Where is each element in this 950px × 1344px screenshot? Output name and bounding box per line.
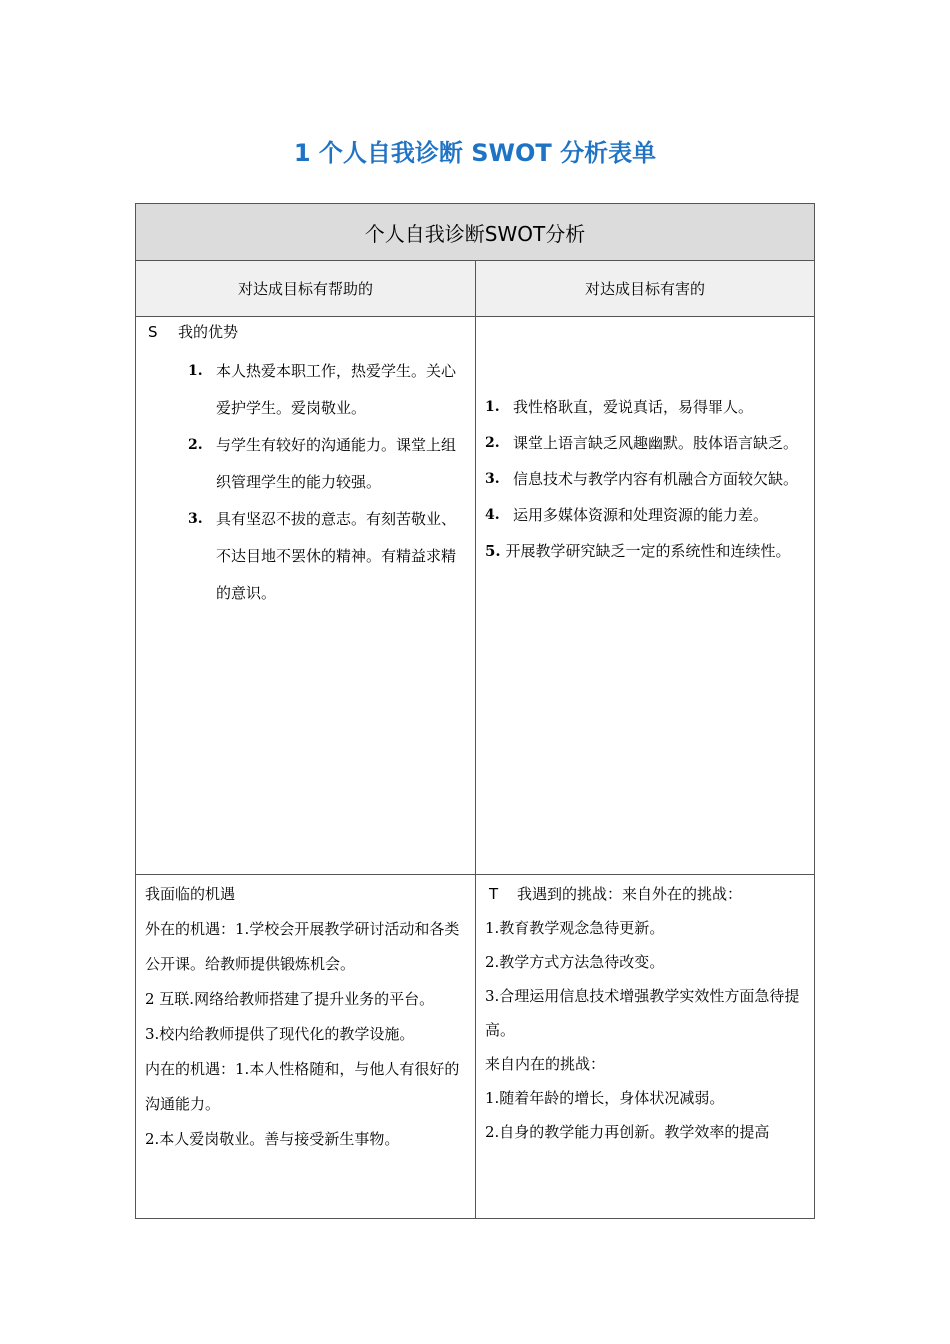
item-text: 开展教学研究缺乏一定的系统性和连续性。 xyxy=(505,542,791,560)
opportunity-line: 3.校内给教师提供了现代化的教学设施。 xyxy=(145,1025,415,1043)
document-title: 1 个人自我诊断 SWOT 分析表单 xyxy=(293,139,657,167)
threats-heading xyxy=(485,877,807,911)
strengths-cell xyxy=(136,317,476,875)
column-header-helpful: 对达成目标有帮助的 xyxy=(136,261,476,317)
list-item xyxy=(188,501,470,612)
item-number: 2. xyxy=(188,437,203,453)
swot-table xyxy=(135,203,815,1219)
item-number: 1. xyxy=(485,399,500,415)
weaknesses-list xyxy=(485,389,807,569)
list-item xyxy=(485,425,807,461)
threat-line: 2.教学方式方法急待改变。 xyxy=(485,953,665,971)
item-number: 5. xyxy=(485,542,501,560)
threat-line: 1.随着年龄的增长，身体状况减弱。 xyxy=(485,1089,725,1107)
item-text: 运用多媒体资源和处理资源的能力差。 xyxy=(513,506,769,524)
strengths-heading xyxy=(148,321,238,342)
list-item xyxy=(485,497,807,533)
item-text: 课堂上语言缺乏风趣幽默。肢体语言缺乏。 xyxy=(513,434,799,452)
item-number: 1. xyxy=(188,363,203,379)
weaknesses-cell xyxy=(476,317,814,875)
item-number: 4. xyxy=(485,507,500,523)
threat-line: 3.合理运用信息技术增强教学实效性方面急待提高。 xyxy=(485,987,800,1039)
item-number: 3. xyxy=(485,471,500,487)
threats-title: 我遇到的挑战：来自外在的挑战： xyxy=(517,885,743,903)
opportunity-line: 2.本人爱岗敬业。善与接受新生事物。 xyxy=(145,1130,400,1148)
item-number: 3. xyxy=(188,511,203,527)
opportunity-line: 外在的机遇：1.学校会开展教学研讨活动和各类公开课。给教师提供锻炼机会。 xyxy=(145,920,460,973)
column-header-harmful: 对达成目标有害的 xyxy=(476,261,814,317)
list-item xyxy=(485,461,807,497)
threats-block xyxy=(485,877,807,1149)
opportunities-cell xyxy=(136,875,476,1218)
opportunity-line: 内在的机遇：1.本人性格随和，与他人有很好的沟通能力。 xyxy=(145,1060,460,1113)
list-item xyxy=(485,389,807,425)
list-item xyxy=(485,533,807,569)
item-text: 与学生有较好的沟通能力。课堂上组织管理学生的能力较强。 xyxy=(216,436,457,491)
threats-letter: T xyxy=(489,885,499,903)
item-text: 具有坚忍不拔的意志。有刻苦敬业、不达目地不罢休的精神。有精益求精的意识。 xyxy=(216,510,457,602)
strengths-list xyxy=(188,353,470,612)
table-header: 个人自我诊断SWOT分析 xyxy=(136,204,814,261)
threat-line: 1.教育教学观念急待更新。 xyxy=(485,919,665,937)
list-item xyxy=(188,353,470,427)
threats-cell xyxy=(476,875,814,1218)
strengths-title: 我的优势 xyxy=(178,323,239,341)
item-text: 我性格耿直，爱说真话，易得罪人。 xyxy=(513,398,754,416)
opportunities-block xyxy=(145,877,471,1157)
threat-line: 来自内在的挑战： xyxy=(485,1055,606,1073)
list-item xyxy=(188,427,470,501)
opportunities-heading: 我面临的机遇 xyxy=(145,885,236,903)
item-text: 本人热爱本职工作，热爱学生。关心爱护学生。爱岗敬业。 xyxy=(216,362,457,417)
item-text: 信息技术与教学内容有机融合方面较欠缺。 xyxy=(513,470,799,488)
threat-line: 2.自身的教学能力再创新。教学效率的提高 xyxy=(485,1123,770,1141)
item-number: 2. xyxy=(485,435,500,451)
strengths-letter: S xyxy=(148,323,158,341)
opportunity-line: 2 互联.网络给教师搭建了提升业务的平台。 xyxy=(145,990,435,1008)
